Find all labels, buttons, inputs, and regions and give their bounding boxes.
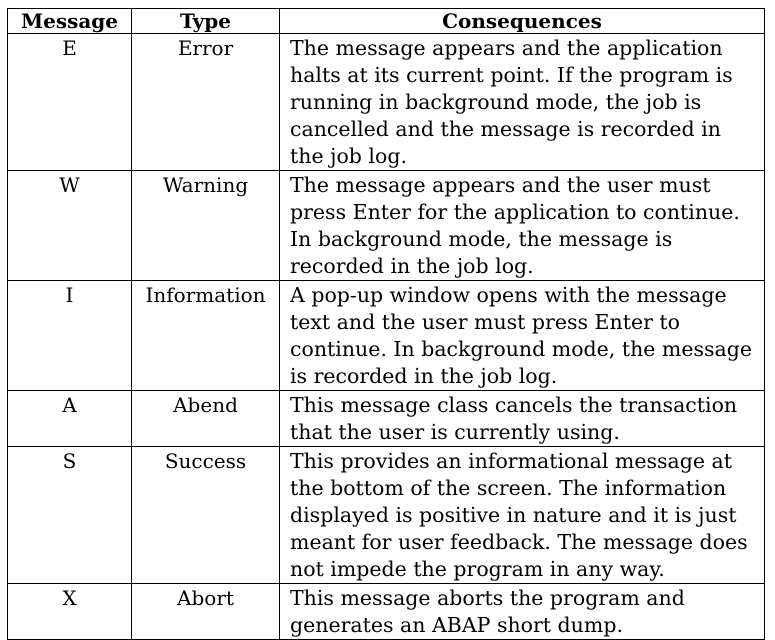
message-type-cell: Abort bbox=[132, 584, 280, 640]
consequence-cell: This message class cancels the transaction that the user is currently using. bbox=[280, 391, 765, 447]
message-type-cell: Success bbox=[132, 447, 280, 584]
consequence-cell: This provides an informational message at the bottom of the screen. The information displayed is positive in nature and it is just meant for user feedback. The message does not impede the program in any way. bbox=[280, 447, 765, 584]
message-code-cell: A bbox=[8, 391, 132, 447]
table-row bbox=[8, 34, 765, 171]
table-row bbox=[8, 281, 765, 391]
message-code-cell: S bbox=[8, 447, 132, 584]
consequence-cell: A pop-up window opens with the message text and the user must press Enter to continue. In background mode, the message is recorded in the job log. bbox=[280, 281, 765, 391]
table-row bbox=[8, 447, 765, 584]
message-code-cell: W bbox=[8, 171, 132, 281]
header-type: Type bbox=[132, 9, 280, 34]
message-code-cell: I bbox=[8, 281, 132, 391]
header-row bbox=[8, 9, 765, 34]
message-type-cell: Error bbox=[132, 34, 280, 171]
header-message: Message bbox=[8, 9, 132, 34]
consequence-cell: This message aborts the program and generates an ABAP short dump. bbox=[280, 584, 765, 640]
message-type-cell: Warning bbox=[132, 171, 280, 281]
header-consequences: Consequences bbox=[280, 9, 765, 34]
message-code-cell: X bbox=[8, 584, 132, 640]
message-type-cell: Abend bbox=[132, 391, 280, 447]
message-types-table bbox=[7, 8, 765, 640]
consequence-cell: The message appears and the application halts at its current point. If the program is running in background mode, the job is cancelled and the message is recorded in the job log. bbox=[280, 34, 765, 171]
table-row bbox=[8, 584, 765, 640]
message-type-cell: Information bbox=[132, 281, 280, 391]
message-code-cell: E bbox=[8, 34, 132, 171]
message-types-table-wrapper bbox=[7, 8, 765, 640]
consequence-cell: The message appears and the user must press Enter for the application to continue. In background mode, the message is recorded in the job log. bbox=[280, 171, 765, 281]
table-row bbox=[8, 171, 765, 281]
table-row bbox=[8, 391, 765, 447]
